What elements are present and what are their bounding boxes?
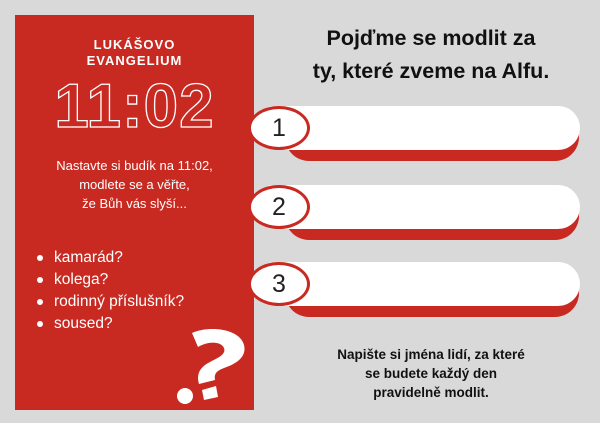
bullet-dot-icon: [37, 255, 43, 261]
name-field-1[interactable]: [245, 103, 583, 163]
prayer-target-list: [37, 247, 184, 335]
instruction-line-2: se budete každý den: [364, 366, 498, 381]
page-title-line-2: ty, které zveme na Alfu.: [312, 59, 550, 83]
number-label: 1: [272, 113, 286, 142]
page-title-line-1: Pojďme se modlit za: [326, 26, 536, 50]
number-badge: [248, 185, 310, 229]
bullet-dot-icon: [37, 321, 43, 327]
bullet-dot-icon: [37, 277, 43, 283]
intro-line-1: Nastavte si budík na 11:02,: [56, 158, 213, 173]
bullet-dot-icon: [37, 299, 43, 305]
brand-line-2: EVANGELIUM: [86, 53, 183, 68]
number-label: 3: [272, 269, 286, 298]
number-label: 2: [272, 192, 286, 221]
name-field-2[interactable]: [245, 182, 583, 242]
intro-line-2: modlete se a věřte,: [79, 177, 190, 192]
list-item: [37, 269, 184, 291]
brand-line-1: LUKÁŠOVO: [93, 37, 176, 52]
time-display: 11:02: [54, 72, 215, 141]
list-item-label: kamarád?: [54, 249, 123, 266]
question-mark-icon: [152, 327, 252, 407]
list-item-label: soused?: [54, 315, 113, 332]
number-badge: [248, 106, 310, 150]
intro-line-3: že Bůh vás slyší...: [82, 196, 187, 211]
list-item-label: rodinný příslušník?: [54, 293, 185, 310]
number-badge: [248, 262, 310, 306]
list-item: [37, 291, 184, 313]
red-info-panel: [15, 15, 254, 410]
list-item: [37, 247, 184, 269]
instruction-line-1: Napište si jména lidí, za které: [337, 347, 525, 362]
instruction-line-3: pravidelně modlit.: [373, 385, 489, 400]
list-item-label: kolega?: [54, 271, 109, 288]
name-field-3[interactable]: [245, 259, 583, 319]
